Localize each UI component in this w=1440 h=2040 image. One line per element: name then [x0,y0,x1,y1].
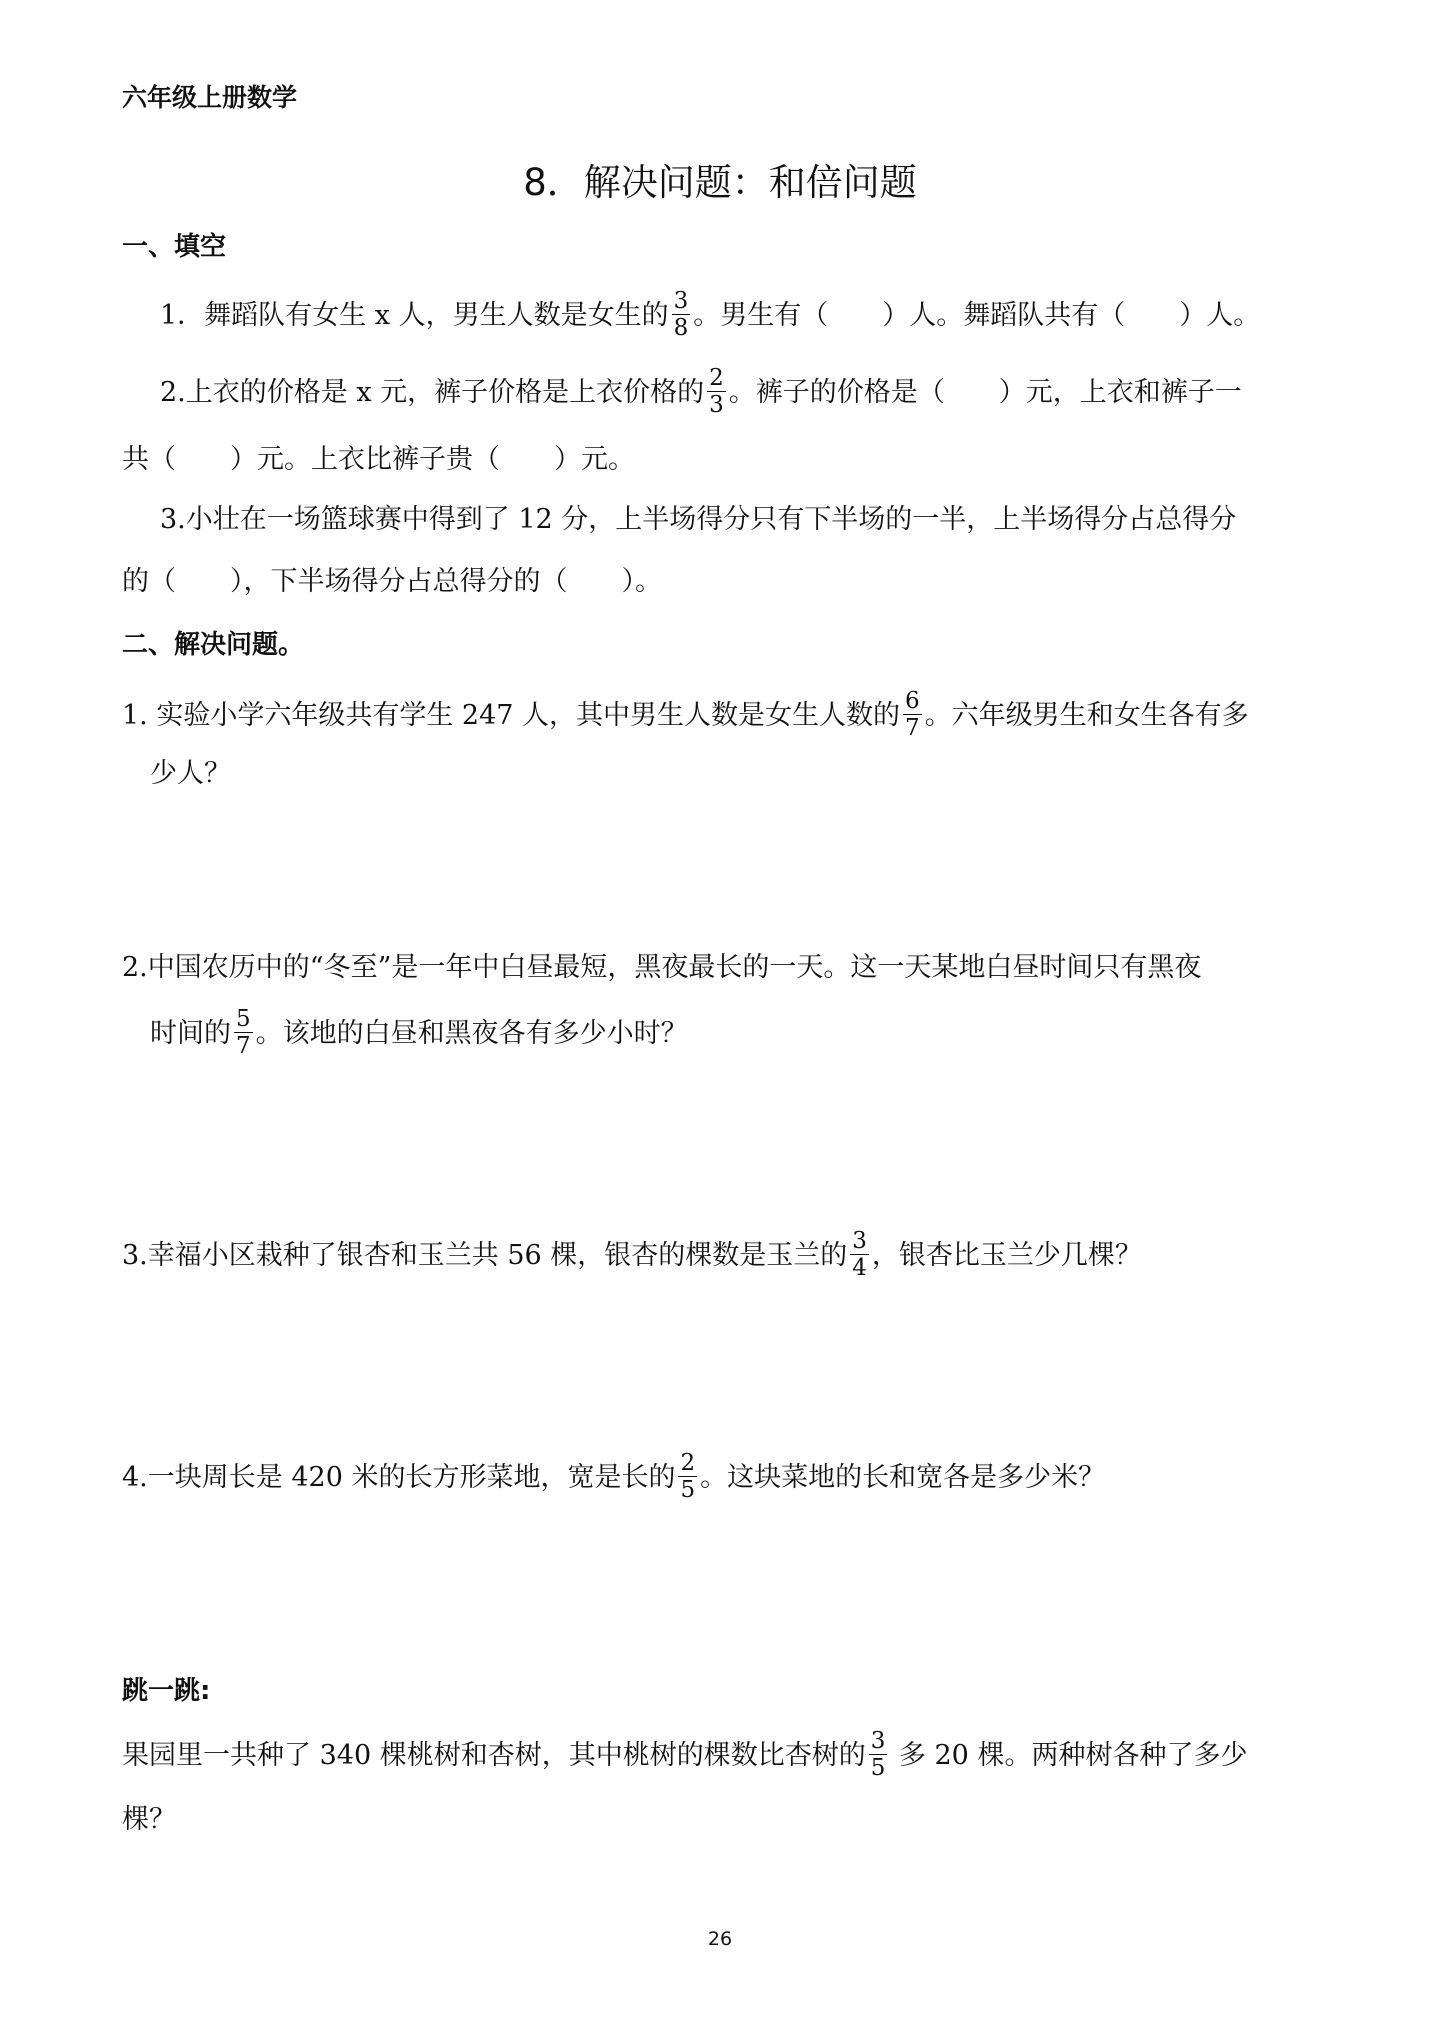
page-title: 8．解决问题：和倍问题 [523,161,917,204]
p2-text-before: 时间的 [150,1018,231,1049]
p1-text-after: 。六年级男生和女生各有多 [924,700,1249,731]
section-heading-fill-blank: 一、填空 [122,232,227,262]
q2-text-after: 。裤子的价格是（ ）元，上衣和裤子一 [728,377,1242,408]
jump-heading: 跳一跳: [122,1676,211,1706]
p2-fraction [234,1006,253,1059]
problem-2-line1: 2.中国农历中的“冬至”是一年中白昼最短，黑夜最长的一天。这一天某地白昼时间只有黑夜 [122,952,1202,983]
page-number: 26 [707,1928,733,1950]
q1-numerator: 3 [673,288,689,314]
q1-text-before: 1．舞蹈队有女生 x 人，男生人数是女生的 [160,300,669,331]
jump-text-after: 多 20 棵。两种树各种了多少 [890,1740,1248,1771]
problem-4 [122,1452,1105,1505]
jump-text-before: 果园里一共种了 340 棵桃树和杏树，其中桃树的棵数比杏树的 [122,1740,866,1771]
q2-fraction [707,365,726,418]
p3-text-after: ，银杏比玉兰少几棵？ [871,1240,1142,1271]
section-heading-solve: 二、解决问题。 [122,630,305,660]
q1-fraction [672,288,691,341]
p1-text-before: 1. 实验小学六年级共有学生 247 人，其中男生人数是女生人数的 [122,700,901,731]
problem-1-line2: 少人？ [150,758,231,789]
p1-fraction [903,688,922,741]
jump-fraction [869,1728,888,1781]
page-header: 六年级上册数学 [122,83,298,112]
p2-numerator: 5 [236,1006,251,1032]
p4-numerator: 2 [680,1450,696,1476]
fill-question-1 [160,290,1260,343]
fill-question-3-line2: 的（ ），下半场得分占总得分的（ ）。 [122,566,662,597]
p4-text-before: 4.一块周长是 420 米的长方形菜地，宽是长的 [122,1462,676,1493]
q2-numerator: 2 [709,365,724,391]
jump-denominator: 5 [870,1755,886,1781]
p2-text-after: 。该地的白昼和黑夜各有多少小时？ [255,1018,688,1049]
p2-denominator: 7 [236,1033,251,1059]
problem-3 [122,1230,1142,1283]
jump-problem [122,1730,1247,1783]
q2-text-before: 2.上衣的价格是 x 元，裤子价格是上衣价格的 [160,377,705,408]
p3-fraction [850,1228,869,1281]
problem-1 [122,690,1249,743]
p1-denominator: 7 [905,715,920,741]
q2-denominator: 3 [709,392,724,418]
p4-fraction [678,1450,697,1503]
q1-denominator: 8 [673,315,689,341]
fill-question-2 [160,367,1242,420]
jump-problem-line2: 棵？ [122,1804,176,1835]
p4-text-after: 。这块菜地的长和宽各是多少米？ [700,1462,1106,1493]
q1-text-after: 。男生有（ ）人。舞蹈队共有（ ）人。 [693,300,1261,331]
p4-denominator: 5 [680,1477,696,1503]
fill-question-2-line2: 共（ ）元。上衣比裤子贵（ ）元。 [122,444,635,475]
p3-numerator: 3 [852,1228,867,1254]
p3-denominator: 4 [852,1255,867,1281]
jump-numerator: 3 [870,1728,886,1754]
p3-text-before: 3.幸福小区栽种了银杏和玉兰共 56 棵，银杏的棵数是玉兰的 [122,1240,848,1271]
p1-numerator: 6 [905,688,920,714]
problem-2-line2 [150,1008,688,1061]
fill-question-3-line1: 3.小壮在一场篮球赛中得到了 12 分，上半场得分只有下半场的一半，上半场得分占总得分 [160,504,1237,535]
